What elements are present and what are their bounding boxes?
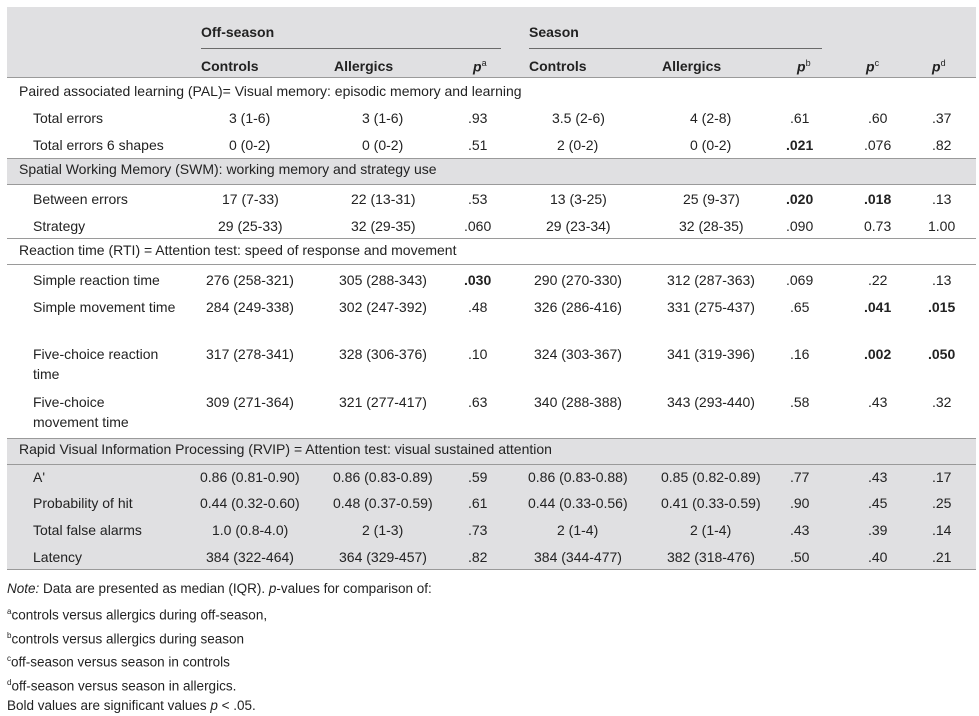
table-cell: 276 (258-321) [206, 272, 294, 288]
table-cell: 384 (344-477) [534, 549, 622, 565]
table-cell: .050 [928, 346, 956, 362]
table-cell: 317 (278-341) [206, 346, 294, 362]
table-cell: 3 (1-6) [362, 110, 404, 126]
table-cell: .041 [864, 299, 892, 315]
footnote-item: $^b$controls versus allergics during season [7, 630, 245, 646]
table-cell: 4 (2-8) [690, 110, 732, 126]
footnote-item: $^c$off-season versus season in controls [7, 654, 230, 670]
table-cell: 312 (287-363) [667, 272, 755, 288]
table-cell: .076 [864, 137, 892, 153]
table-cell: 0.41 (0.33-0.59) [661, 495, 761, 511]
table-cell: 2 (0-2) [557, 137, 599, 153]
table-cell: 309 (271-364) [206, 394, 294, 410]
table-cell: 0.73 [864, 218, 892, 234]
group-header-season: Season [529, 24, 579, 40]
table-cell: .51 [468, 137, 488, 153]
table-cell: 364 (329-457) [339, 549, 427, 565]
column-header: $p^d$ [932, 58, 946, 75]
table-cell: .16 [790, 346, 810, 362]
table-cell: .45 [868, 495, 888, 511]
table-cell: 284 (249-338) [206, 299, 294, 315]
table-cell: 382 (318-476) [667, 549, 755, 565]
table-cell: 32 (28-35) [679, 218, 744, 234]
table-cell: .43 [868, 469, 888, 485]
season-rule [529, 48, 822, 49]
table-cell: 0.85 (0.82-0.89) [661, 469, 761, 485]
significance-note: Bold values are significant values p < .05. [7, 698, 256, 713]
table-cell: 0 (0-2) [362, 137, 404, 153]
row-divider [7, 184, 976, 185]
row-label: Between errors [33, 191, 128, 207]
table-cell: 0.44 (0.33-0.56) [528, 495, 628, 511]
table-cell: 25 (9-37) [683, 191, 740, 207]
row-label: Five-choice movement time [33, 394, 129, 430]
table-cell: .22 [868, 272, 888, 288]
table-cell: 305 (288-343) [339, 272, 427, 288]
table-cell: .63 [468, 394, 488, 410]
row-label: Simple reaction time [33, 272, 160, 288]
offseason-rule [201, 48, 501, 49]
column-header: Allergics [662, 58, 722, 74]
table-cell: .58 [790, 394, 810, 410]
table-cell: .13 [932, 272, 952, 288]
table-cell: .17 [932, 469, 952, 485]
table-cell: .82 [468, 549, 488, 565]
table-cell: 341 (319-396) [667, 346, 755, 362]
footnote-item: $^d$off-season versus season in allergics. [7, 677, 237, 693]
table-cell: 22 (13-31) [351, 191, 416, 207]
table-cell: 0 (0-2) [229, 137, 271, 153]
group-header-offseason: Off-season [201, 24, 275, 40]
table-cell: .25 [932, 495, 952, 511]
footnote-item: $^a$controls versus allergics during off-season, [7, 607, 268, 623]
table-cell: 2 (1-3) [362, 522, 404, 538]
row-divider [7, 438, 976, 439]
table-cell: .090 [786, 218, 814, 234]
table-cell: 0.48 (0.37-0.59) [333, 495, 433, 511]
table-cell: 290 (270-330) [534, 272, 622, 288]
table-cell: .020 [786, 191, 814, 207]
table-cell: 1.0 (0.8-4.0) [212, 522, 289, 538]
row-label: Strategy [33, 218, 86, 234]
column-header: $p^a$ [473, 58, 487, 75]
table-cell: 0.86 (0.83-0.88) [528, 469, 628, 485]
table-cell: 3 (1-6) [229, 110, 271, 126]
table-cell: .32 [932, 394, 952, 410]
table-cell: .015 [928, 299, 956, 315]
table-cell: 29 (23-34) [546, 218, 611, 234]
row-divider [7, 158, 976, 159]
table-cell: 328 (306-376) [339, 346, 427, 362]
row-label: Probability of hit [33, 495, 133, 511]
row-label: Total errors 6 shapes [33, 137, 164, 153]
table-cell: .77 [790, 469, 810, 485]
column-header: Allergics [334, 58, 394, 74]
section-title: Rapid Visual Information Processing (RVIP) = Attention test: visual sustained attention [19, 441, 552, 457]
table-cell: 29 (25-33) [218, 218, 283, 234]
row-label: Simple movement time [33, 299, 176, 315]
table-cell: .43 [868, 394, 888, 410]
row-divider [7, 77, 976, 78]
section-title: Paired associated learning (PAL)= Visual memory: episodic memory and learning [19, 83, 522, 99]
table-cell: .060 [464, 218, 492, 234]
table-cell: 302 (247-392) [339, 299, 427, 315]
row-label: Total false alarms [33, 522, 142, 538]
table-cell: .53 [468, 191, 488, 207]
table-cell: 324 (303-367) [534, 346, 622, 362]
table-cell: .40 [868, 549, 888, 565]
column-header: Controls [201, 58, 259, 74]
table-cell: .48 [468, 299, 488, 315]
row-divider [7, 569, 976, 570]
table-cell: 2 (1-4) [690, 522, 732, 538]
table-cell: .14 [932, 522, 952, 538]
table-cell: .82 [932, 137, 952, 153]
table-cell: .10 [468, 346, 488, 362]
table-cell: 3.5 (2-6) [552, 110, 605, 126]
table-cell: 321 (277-417) [339, 394, 427, 410]
table-cell: 331 (275-437) [667, 299, 755, 315]
table-cell: .030 [464, 272, 492, 288]
table-header [7, 7, 976, 77]
row-label: Five-choice reaction time [33, 346, 159, 382]
table-cell: 17 (7-33) [222, 191, 279, 207]
table-cell: .021 [786, 137, 814, 153]
table-cell: 384 (322-464) [206, 549, 294, 565]
table-cell: 343 (293-440) [667, 394, 755, 410]
table-cell: .39 [868, 522, 888, 538]
section-title: Spatial Working Memory (SWM): working memory and strategy use [19, 161, 437, 177]
table-cell: .13 [932, 191, 952, 207]
table-cell: 0 (0-2) [690, 137, 732, 153]
row-label: Total errors [33, 110, 104, 126]
table-cell: .002 [864, 346, 892, 362]
table-cell: 340 (288-388) [534, 394, 622, 410]
table-cell: .61 [468, 495, 488, 511]
table-cell: .069 [786, 272, 814, 288]
table-cell: 2 (1-4) [557, 522, 599, 538]
table-cell: .73 [468, 522, 488, 538]
table-cell: 0.86 (0.83-0.89) [333, 469, 433, 485]
table-cell: .90 [790, 495, 810, 511]
section-title: Reaction time (RTI) = Attention test: speed of response and movement [19, 242, 457, 258]
table-cell: 0.44 (0.32-0.60) [200, 495, 300, 511]
table-cell: .59 [468, 469, 488, 485]
table-cell: .65 [790, 299, 810, 315]
row-divider [7, 464, 976, 465]
table-cell: .93 [468, 110, 488, 126]
row-divider [7, 238, 976, 239]
table-cell: 32 (29-35) [351, 218, 416, 234]
row-label: A' [33, 469, 46, 485]
column-header: Controls [529, 58, 587, 74]
table-cell: 1.00 [928, 218, 956, 234]
table-cell: 13 (3-25) [550, 191, 607, 207]
table-note: Note: Data are presented as median (IQR). p-values for comparison of: [7, 581, 432, 596]
table-cell: 0.86 (0.81-0.90) [200, 469, 300, 485]
table-cell: .37 [932, 110, 952, 126]
table-cell: .50 [790, 549, 810, 565]
table-cell: .43 [790, 522, 810, 538]
table-cell: .018 [864, 191, 892, 207]
table-cell: .60 [868, 110, 888, 126]
column-header: $p^c$ [866, 58, 880, 75]
table-cell: .61 [790, 110, 810, 126]
table-cell: .21 [932, 549, 952, 565]
row-label: Latency [33, 549, 83, 565]
table-cell: 326 (286-416) [534, 299, 622, 315]
row-divider [7, 264, 976, 265]
column-header: $p^b$ [797, 58, 811, 75]
